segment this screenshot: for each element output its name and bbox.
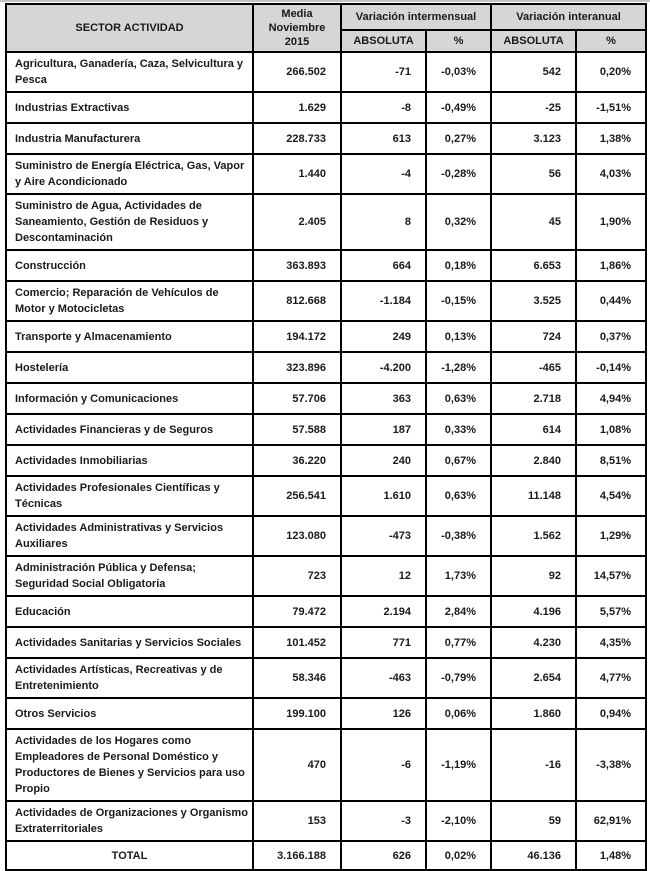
sector-cell: Suministro de Agua, Actividades de Saneamiento, Gestión de Residuos y Descontaminación <box>6 194 253 250</box>
annual-pct-cell: 8,51% <box>576 445 646 476</box>
header-media-noviembre <box>253 4 341 52</box>
sector-cell: Actividades Sanitarias y Servicios Sociales <box>6 627 253 658</box>
annual-abs-cell: -16 <box>491 729 576 801</box>
monthly-pct-cell: -0,38% <box>426 516 491 556</box>
header-interanual-pct: % <box>576 30 646 52</box>
sector-cell: Información y Comunicaciones <box>6 383 253 414</box>
annual-pct-cell: 0,37% <box>576 321 646 352</box>
media-cell: 57.706 <box>253 383 341 414</box>
total-row <box>6 841 646 870</box>
monthly-pct-cell: 2,84% <box>426 596 491 627</box>
monthly-pct-cell: 0,67% <box>426 445 491 476</box>
annual-pct-cell: 1,08% <box>576 414 646 445</box>
header-group-variacion-intermensual: Variación intermensual <box>341 4 491 30</box>
table-row <box>6 801 646 841</box>
annual-abs-cell: 56 <box>491 154 576 194</box>
table-row <box>6 250 646 281</box>
sector-cell: Actividades de los Hogares como Empleadores de Personal Doméstico y Productores de Bienes y Servicios para uso Propio <box>6 729 253 801</box>
media-cell: 323.896 <box>253 352 341 383</box>
monthly-abs-cell: 363 <box>341 383 426 414</box>
media-cell: 1.440 <box>253 154 341 194</box>
monthly-abs-cell: 240 <box>341 445 426 476</box>
table-row <box>6 352 646 383</box>
monthly-pct-cell: 0,18% <box>426 250 491 281</box>
annual-abs-cell: 724 <box>491 321 576 352</box>
total-annual-pct-cell: 1,48% <box>576 841 646 870</box>
annual-pct-cell: -1,51% <box>576 92 646 123</box>
header-group-variacion-interanual: Variación interanual <box>491 4 646 30</box>
sector-cell: Industria Manufacturera <box>6 123 253 154</box>
sector-cell: Construcción <box>6 250 253 281</box>
sector-cell: Actividades Profesionales Científicas y Técnicas <box>6 476 253 516</box>
annual-abs-cell: -25 <box>491 92 576 123</box>
annual-abs-cell: 614 <box>491 414 576 445</box>
table-row <box>6 516 646 556</box>
table-row <box>6 658 646 698</box>
table-row <box>6 154 646 194</box>
sector-cell: Agricultura, Ganadería, Caza, Selvicultura y Pesca <box>6 52 253 92</box>
media-cell: 194.172 <box>253 321 341 352</box>
monthly-pct-cell: 0,27% <box>426 123 491 154</box>
media-cell: 101.452 <box>253 627 341 658</box>
monthly-pct-cell: 0,63% <box>426 476 491 516</box>
monthly-pct-cell: -1,19% <box>426 729 491 801</box>
header-media-line1: Media <box>281 8 313 20</box>
monthly-abs-cell: 2.194 <box>341 596 426 627</box>
annual-abs-cell: 3.123 <box>491 123 576 154</box>
table-body <box>6 52 646 841</box>
table-row <box>6 194 646 250</box>
monthly-abs-cell: 8 <box>341 194 426 250</box>
table-row <box>6 698 646 729</box>
media-cell: 153 <box>253 801 341 841</box>
table-footer <box>6 841 646 870</box>
annual-abs-cell: 1.562 <box>491 516 576 556</box>
monthly-pct-cell: -0,15% <box>426 281 491 321</box>
annual-abs-cell: 92 <box>491 556 576 596</box>
annual-pct-cell: 4,54% <box>576 476 646 516</box>
sector-cell: Hostelería <box>6 352 253 383</box>
sector-cell: Comercio; Reparación de Vehículos de Motor y Motocicletas <box>6 281 253 321</box>
annual-abs-cell: 2.718 <box>491 383 576 414</box>
table-row <box>6 445 646 476</box>
table-row <box>6 123 646 154</box>
annual-pct-cell: 0,44% <box>576 281 646 321</box>
media-cell: 228.733 <box>253 123 341 154</box>
annual-abs-cell: 11.148 <box>491 476 576 516</box>
annual-pct-cell: 4,03% <box>576 154 646 194</box>
sector-cell: Actividades Artísticas, Recreativas y de Entretenimiento <box>6 658 253 698</box>
table-row <box>6 52 646 92</box>
annual-abs-cell: 3.525 <box>491 281 576 321</box>
annual-abs-cell: 45 <box>491 194 576 250</box>
media-cell: 199.100 <box>253 698 341 729</box>
total-monthly-pct-cell: 0,02% <box>426 841 491 870</box>
table-row <box>6 383 646 414</box>
annual-pct-cell: 0,94% <box>576 698 646 729</box>
media-cell: 2.405 <box>253 194 341 250</box>
header-intermensual-absoluta: ABSOLUTA <box>341 30 426 52</box>
annual-pct-cell: -3,38% <box>576 729 646 801</box>
monthly-abs-cell: -6 <box>341 729 426 801</box>
media-cell: 79.472 <box>253 596 341 627</box>
monthly-pct-cell: 0,06% <box>426 698 491 729</box>
annual-pct-cell: 4,94% <box>576 383 646 414</box>
total-annual-abs-cell: 46.136 <box>491 841 576 870</box>
media-cell: 723 <box>253 556 341 596</box>
annual-abs-cell: 1.860 <box>491 698 576 729</box>
table-header <box>6 4 646 52</box>
sector-activity-table <box>5 3 647 871</box>
monthly-pct-cell: -0,49% <box>426 92 491 123</box>
sector-cell: Actividades Inmobiliarias <box>6 445 253 476</box>
annual-pct-cell: 1,29% <box>576 516 646 556</box>
monthly-abs-cell: 1.610 <box>341 476 426 516</box>
monthly-abs-cell: -1.184 <box>341 281 426 321</box>
sector-cell: Educación <box>6 596 253 627</box>
scan-artifact-line <box>0 0 650 2</box>
table-row <box>6 596 646 627</box>
monthly-abs-cell: 771 <box>341 627 426 658</box>
media-cell: 470 <box>253 729 341 801</box>
annual-abs-cell: 59 <box>491 801 576 841</box>
monthly-abs-cell: -4 <box>341 154 426 194</box>
monthly-pct-cell: 1,73% <box>426 556 491 596</box>
media-cell: 58.346 <box>253 658 341 698</box>
media-cell: 36.220 <box>253 445 341 476</box>
annual-pct-cell: -0,14% <box>576 352 646 383</box>
header-interanual-absoluta: ABSOLUTA <box>491 30 576 52</box>
monthly-pct-cell: 0,32% <box>426 194 491 250</box>
media-cell: 256.541 <box>253 476 341 516</box>
monthly-abs-cell: -463 <box>341 658 426 698</box>
table-row <box>6 414 646 445</box>
annual-abs-cell: 4.196 <box>491 596 576 627</box>
annual-pct-cell: 1,90% <box>576 194 646 250</box>
monthly-pct-cell: 0,13% <box>426 321 491 352</box>
annual-abs-cell: 6.653 <box>491 250 576 281</box>
sector-cell: Actividades de Organizaciones y Organismo Extraterritoriales <box>6 801 253 841</box>
media-cell: 363.893 <box>253 250 341 281</box>
table-row <box>6 556 646 596</box>
monthly-abs-cell: 664 <box>341 250 426 281</box>
table-row <box>6 92 646 123</box>
table-row <box>6 281 646 321</box>
monthly-pct-cell: -2,10% <box>426 801 491 841</box>
annual-pct-cell: 4,77% <box>576 658 646 698</box>
monthly-abs-cell: 12 <box>341 556 426 596</box>
monthly-pct-cell: 0,63% <box>426 383 491 414</box>
sector-cell: Industrias Extractivas <box>6 92 253 123</box>
table-row <box>6 627 646 658</box>
total-monthly-abs-cell: 626 <box>341 841 426 870</box>
monthly-abs-cell: -473 <box>341 516 426 556</box>
media-cell: 812.668 <box>253 281 341 321</box>
annual-abs-cell: 542 <box>491 52 576 92</box>
annual-pct-cell: 5,57% <box>576 596 646 627</box>
annual-pct-cell: 0,20% <box>576 52 646 92</box>
total-label: TOTAL <box>6 841 253 870</box>
monthly-pct-cell: -0,03% <box>426 52 491 92</box>
monthly-pct-cell: 0,77% <box>426 627 491 658</box>
annual-pct-cell: 4,35% <box>576 627 646 658</box>
sector-cell: Administración Pública y Defensa; Seguridad Social Obligatoria <box>6 556 253 596</box>
annual-abs-cell: -465 <box>491 352 576 383</box>
header-media-line2: Noviembre 2015 <box>268 22 326 48</box>
annual-abs-cell: 2.840 <box>491 445 576 476</box>
table-row <box>6 476 646 516</box>
sector-cell: Actividades Administrativas y Servicios Auxiliares <box>6 516 253 556</box>
monthly-abs-cell: 249 <box>341 321 426 352</box>
header-intermensual-pct: % <box>426 30 491 52</box>
table-row <box>6 729 646 801</box>
header-sector-actividad: SECTOR ACTIVIDAD <box>6 4 253 52</box>
monthly-pct-cell: -0,79% <box>426 658 491 698</box>
annual-pct-cell: 1,38% <box>576 123 646 154</box>
monthly-abs-cell: -8 <box>341 92 426 123</box>
monthly-abs-cell: -71 <box>341 52 426 92</box>
monthly-abs-cell: 613 <box>341 123 426 154</box>
sector-cell: Transporte y Almacenamiento <box>6 321 253 352</box>
monthly-pct-cell: -1,28% <box>426 352 491 383</box>
sector-cell: Otros Servicios <box>6 698 253 729</box>
annual-abs-cell: 2.654 <box>491 658 576 698</box>
media-cell: 57.588 <box>253 414 341 445</box>
monthly-abs-cell: 126 <box>341 698 426 729</box>
annual-pct-cell: 14,57% <box>576 556 646 596</box>
media-cell: 266.502 <box>253 52 341 92</box>
monthly-pct-cell: 0,33% <box>426 414 491 445</box>
table-row <box>6 321 646 352</box>
monthly-abs-cell: 187 <box>341 414 426 445</box>
annual-pct-cell: 1,86% <box>576 250 646 281</box>
total-media-cell: 3.166.188 <box>253 841 341 870</box>
media-cell: 123.080 <box>253 516 341 556</box>
monthly-abs-cell: -4.200 <box>341 352 426 383</box>
media-cell: 1.629 <box>253 92 341 123</box>
sector-cell: Actividades Financieras y de Seguros <box>6 414 253 445</box>
annual-pct-cell: 62,91% <box>576 801 646 841</box>
annual-abs-cell: 4.230 <box>491 627 576 658</box>
sector-cell: Suministro de Energía Eléctrica, Gas, Vapor y Aire Acondicionado <box>6 154 253 194</box>
monthly-abs-cell: -3 <box>341 801 426 841</box>
monthly-pct-cell: -0,28% <box>426 154 491 194</box>
